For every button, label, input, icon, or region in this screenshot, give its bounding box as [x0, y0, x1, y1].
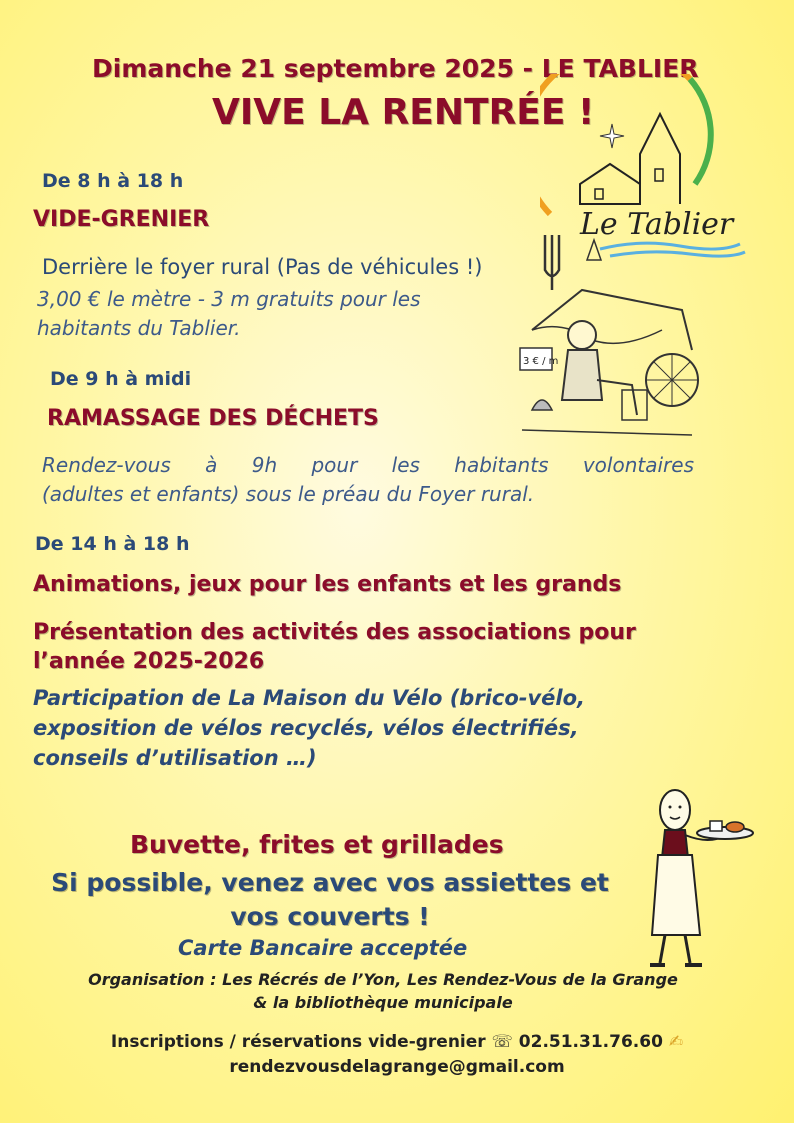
velo-line3: conseils d’utilisation …) [33, 746, 317, 770]
contact-line1 [0, 1030, 794, 1055]
vide-grenier-price [37, 285, 517, 343]
phone-number[interactable]: 02.51.31.76.60 [518, 1032, 663, 1052]
vide-grenier-location: Derrière le foyer rural (Pas de véhicules !) [42, 255, 483, 279]
event-title: VIVE LA RENTRÉE ! [212, 92, 595, 133]
afternoon-associations-line1: Présentation des activités des associations pour [33, 620, 636, 645]
waiter-with-tray-icon [630, 785, 755, 980]
writing-hand-icon: ✍ [668, 1032, 684, 1052]
logo-text: Le Tablier [580, 207, 734, 242]
buvette-bring-line1: Si possible, venez avec vos assiettes et [51, 868, 609, 897]
afternoon-associations [33, 618, 636, 676]
carte-bancaire-text: Carte Bancaire acceptée [178, 936, 468, 960]
ramassage-time: De 9 h à midi [50, 368, 192, 390]
velo-line2: exposition de vélos recyclés, vélos électrifiés, [33, 716, 579, 740]
phone-icon: ☏ [491, 1032, 513, 1052]
contact-block [0, 1030, 794, 1080]
ramassage-text [42, 451, 694, 509]
event-date-line: Dimanche 21 septembre 2025 - LE TABLIER [92, 54, 699, 83]
contact-email[interactable]: rendezvousdelagrange@gmail.com [229, 1057, 565, 1077]
maison-du-velo-text [33, 683, 585, 773]
stall-price-sign: 3 € / m [523, 356, 559, 367]
velo-line1: Participation de La Maison du Vélo (brico-vélo, [33, 686, 585, 710]
organisation-line2: & la bibliothèque municipale [253, 993, 513, 1012]
vide-grenier-price-line1: 3,00 € le mètre - 3 m gratuits pour les [37, 287, 421, 311]
afternoon-associations-line2: l’année 2025-2026 [33, 649, 265, 674]
buvette-bring-line2: vos couverts ! [230, 902, 430, 931]
buvette-bring-plates [20, 866, 640, 934]
ramassage-heading: RAMASSAGE DES DÉCHETS [47, 406, 379, 431]
flea-market-stall-icon [512, 230, 702, 450]
ramassage-text-line2: (adultes et enfants) sous le préau du Foyer rural. [42, 482, 535, 506]
inscriptions-label: Inscriptions / réservations vide-grenier [110, 1032, 486, 1052]
ramassage-text-line1: Rendez-vous à 9h pour les habitants volontaires [42, 453, 694, 477]
afternoon-animations: Animations, jeux pour les enfants et les grands [33, 572, 622, 597]
buvette-line: Buvette, frites et grillades [130, 830, 504, 859]
organisation-line1: Organisation : Les Récrés de l’Yon, Les Rendez-Vous de la Grange [88, 970, 678, 989]
organisation-text [0, 968, 766, 1014]
vide-grenier-time: De 8 h à 18 h [42, 170, 184, 192]
vide-grenier-heading: VIDE-GRENIER [33, 207, 210, 232]
afternoon-time: De 14 h à 18 h [35, 533, 190, 555]
vide-grenier-price-line2: habitants du Tablier. [37, 316, 241, 340]
